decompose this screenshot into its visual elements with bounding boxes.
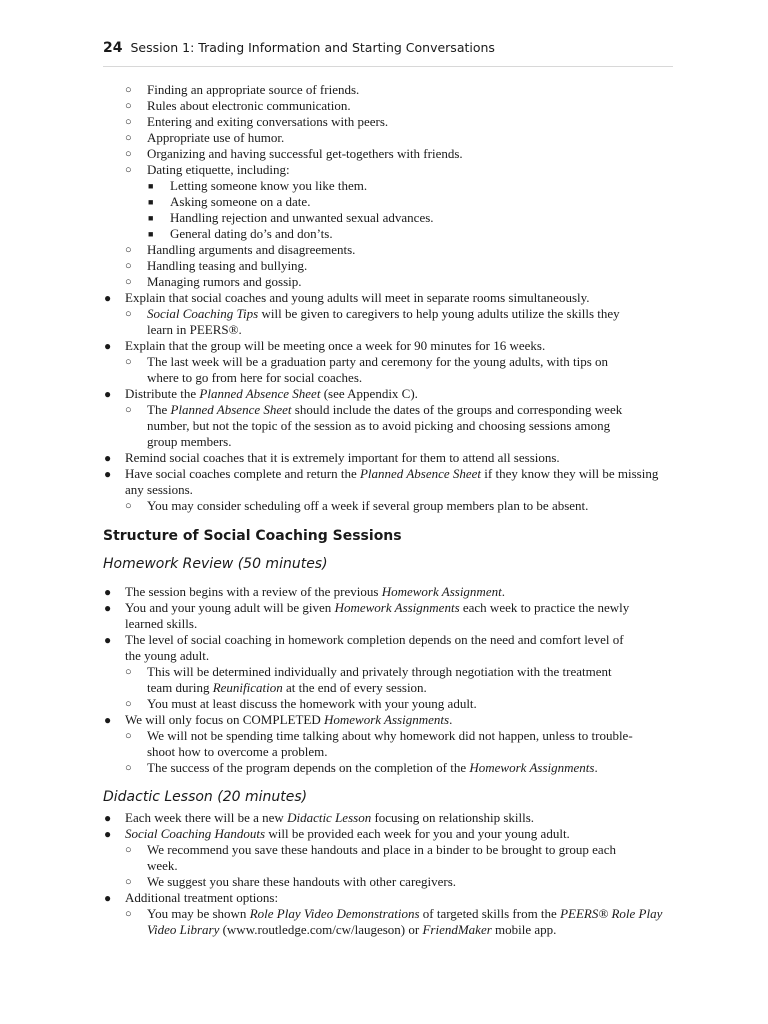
circle-bullet-icon: ○ [125, 908, 132, 920]
bullet-icon: ● [104, 451, 112, 465]
bullet-icon: ● [104, 811, 112, 825]
circle-bullet-icon: ○ [125, 308, 132, 320]
circle-bullet-icon: ○ [125, 500, 132, 512]
list-item-continuation: shoot how to overcome a problem. [147, 744, 328, 759]
list-item: Finding an appropriate source of friends. [147, 82, 360, 97]
list-item: Handling rejection and unwanted sexual advances. [170, 210, 434, 225]
bullet-icon: ● [104, 467, 112, 481]
list-item-continuation: Video Library (www.routledge.com/cw/laugeson) or FriendMaker mobile app. [147, 922, 557, 937]
list-item: Entering and exiting conversations with peers. [147, 114, 389, 129]
list-item: Rules about electronic communication. [147, 98, 351, 113]
subsection-heading-didactic: Didactic Lesson (20 minutes) [103, 789, 308, 805]
list-item: Dating etiquette, including: [147, 162, 290, 177]
list-item-continuation: number, but not the topic of the session as to avoid picking and choosing sessions among [147, 418, 611, 433]
list-item: We recommend you save these handouts and place in a binder to be brought to group each [147, 842, 616, 857]
list-item: You must at least discuss the homework with your young adult. [147, 696, 477, 711]
circle-bullet-icon: ○ [125, 244, 132, 256]
list-item: We will not be spending time talking about why homework did not happen, unless to trouble- [147, 728, 633, 743]
list-item: Appropriate use of humor. [147, 130, 285, 145]
section-heading: Structure of Social Coaching Sessions [103, 528, 402, 544]
list-item-continuation: where to go from here for social coaches. [147, 370, 363, 385]
circle-bullet-icon: ○ [125, 276, 132, 288]
list-item: Handling teasing and bullying. [147, 258, 308, 273]
circle-bullet-icon: ○ [125, 260, 132, 272]
list-item: Have social coaches complete and return the Planned Absence Sheet if they know they will be missing [125, 466, 659, 481]
bullet-icon: ● [104, 713, 112, 727]
list-item: Each week there will be a new Didactic Lesson focusing on relationship skills. [125, 810, 535, 825]
list-item: We will only focus on COMPLETED Homework Assignments. [125, 712, 453, 727]
square-bullet-icon: ■ [148, 229, 154, 239]
list-item: Distribute the Planned Absence Sheet (see Appendix C). [125, 386, 418, 401]
circle-bullet-icon: ○ [125, 666, 132, 678]
circle-bullet-icon: ○ [125, 100, 132, 112]
circle-bullet-icon: ○ [125, 844, 132, 856]
circle-bullet-icon: ○ [125, 132, 132, 144]
list-item: The success of the program depends on the completion of the Homework Assignments. [147, 760, 598, 775]
list-item: Managing rumors and gossip. [147, 274, 302, 289]
list-item: You may be shown Role Play Video Demonstrations of targeted skills from the PEERS® Role Play [147, 906, 663, 921]
square-bullet-icon: ■ [148, 213, 154, 223]
list-item-continuation: group members. [147, 434, 232, 449]
subsection-heading-homework: Homework Review (50 minutes) [103, 556, 328, 572]
square-bullet-icon: ■ [148, 197, 154, 207]
list-item: Organizing and having successful get-togethers with friends. [147, 146, 463, 161]
bullet-icon: ● [104, 827, 112, 841]
list-item: Social Coaching Handouts will be provided each week for you and your young adult. [125, 826, 570, 841]
circle-bullet-icon: ○ [125, 698, 132, 710]
list-item: Handling arguments and disagreements. [147, 242, 356, 257]
list-item-continuation: team during Reunification at the end of every session. [147, 680, 427, 695]
bullet-icon: ● [104, 601, 112, 615]
bullet-icon: ● [104, 585, 112, 599]
list-item-continuation: learned skills. [125, 616, 198, 631]
bullet-icon: ● [104, 891, 112, 905]
list-item-continuation: any sessions. [125, 482, 193, 497]
running-header [103, 40, 673, 67]
list-item: Social Coaching Tips will be given to caregivers to help young adults utilize the skills they [147, 306, 620, 321]
list-item: The Planned Absence Sheet should include the dates of the groups and corresponding week [147, 402, 623, 417]
circle-bullet-icon: ○ [125, 404, 132, 416]
page-number: 24 [103, 40, 123, 56]
list-item: The session begins with a review of the previous Homework Assignment. [125, 584, 505, 599]
bullet-icon: ● [104, 339, 112, 353]
circle-bullet-icon: ○ [125, 876, 132, 888]
list-item: Explain that social coaches and young adults will meet in separate rooms simultaneously. [125, 290, 590, 305]
list-item: You may consider scheduling off a week if several group members plan to be absent. [147, 498, 589, 513]
list-item-continuation: week. [147, 858, 178, 873]
circle-bullet-icon: ○ [125, 148, 132, 160]
circle-bullet-icon: ○ [125, 730, 132, 742]
bullet-icon: ● [104, 387, 112, 401]
list-item: Remind social coaches that it is extremely important for them to attend all sessions. [125, 450, 560, 465]
list-item: You and your young adult will be given Homework Assignments each week to practice the newly [125, 600, 630, 615]
circle-bullet-icon: ○ [125, 762, 132, 774]
list-item-continuation: the young adult. [125, 648, 210, 663]
list-item: We suggest you share these handouts with other caregivers. [147, 874, 457, 889]
square-bullet-icon: ■ [148, 181, 154, 191]
bullet-icon: ● [104, 291, 112, 305]
circle-bullet-icon: ○ [125, 164, 132, 176]
list-item: General dating do’s and don’ts. [170, 226, 333, 241]
list-item: Additional treatment options: [125, 890, 279, 905]
list-item-continuation: learn in PEERS®. [147, 322, 242, 337]
list-item: Asking someone on a date. [170, 194, 311, 209]
bullet-icon: ● [104, 633, 112, 647]
running-title: Session 1: Trading Information and Starting Conversations [130, 40, 495, 55]
list-item: The level of social coaching in homework completion depends on the need and comfort level of [125, 632, 624, 647]
list-item: This will be determined individually and privately through negotiation with the treatment [147, 664, 612, 679]
list-item: Explain that the group will be meeting once a week for 90 minutes for 16 weeks. [125, 338, 546, 353]
list-item: Letting someone know you like them. [170, 178, 368, 193]
circle-bullet-icon: ○ [125, 116, 132, 128]
list-item: The last week will be a graduation party and ceremony for the young adults, with tips on [147, 354, 609, 369]
circle-bullet-icon: ○ [125, 356, 132, 368]
circle-bullet-icon: ○ [125, 84, 132, 96]
